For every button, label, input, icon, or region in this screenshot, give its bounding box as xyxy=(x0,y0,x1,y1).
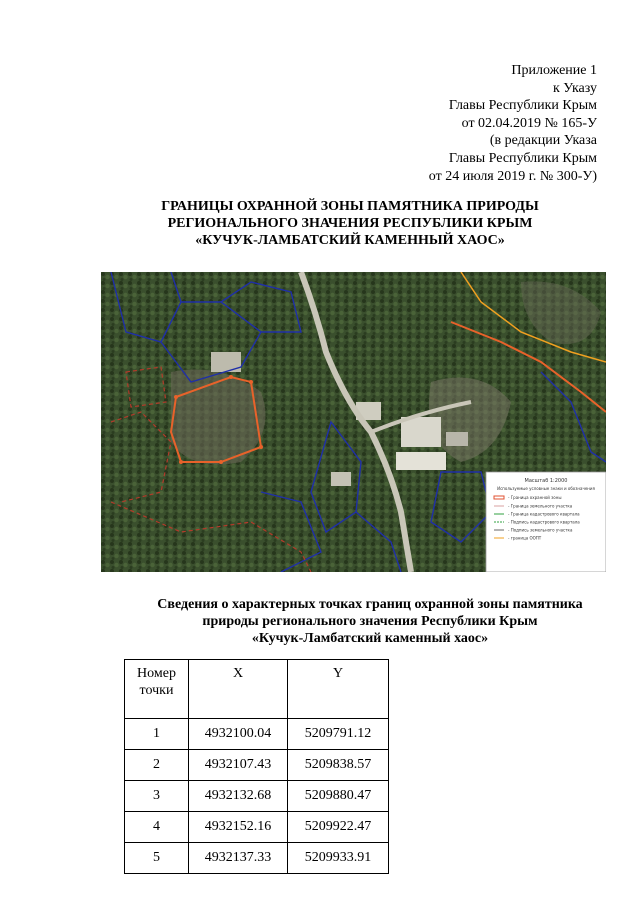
appendix-line: Главы Республики Крым xyxy=(448,150,597,166)
x-cell: 4932132.68 xyxy=(189,781,288,812)
title-line: РЕГИОНАЛЬНОГО ЗНАЧЕНИЯ РЕСПУБЛИКИ КРЫМ xyxy=(167,216,533,231)
table-row xyxy=(125,719,389,750)
table-row xyxy=(125,750,389,781)
y-cell: 5209838.57 xyxy=(288,750,389,781)
column-header-point-number: Номер точки xyxy=(125,660,189,719)
svg-text:- Граница охранной зоны: - Граница охранной зоны xyxy=(508,495,562,500)
svg-text:- Подпись земельного участка: - Подпись земельного участка xyxy=(508,527,573,533)
column-header-x: X xyxy=(189,660,288,719)
y-cell: 5209791.12 xyxy=(288,719,389,750)
point-number-cell: 5 xyxy=(125,843,189,874)
table-row xyxy=(125,781,389,812)
x-cell: 4932100.04 xyxy=(189,719,288,750)
legend-item xyxy=(494,495,562,500)
appendix-line: Приложение 1 xyxy=(511,63,597,78)
map-scale: Масштаб 1:2000 xyxy=(524,478,568,484)
table-row xyxy=(125,843,389,874)
appendix-line: Главы Республики Крым xyxy=(448,98,597,114)
svg-text:- Граница кадастрового квартал: - Граница кадастрового квартала xyxy=(508,511,580,517)
caption-line: «Кучук-Ламбатский каменный хаос» xyxy=(251,631,489,646)
y-cell: 5209880.47 xyxy=(288,781,389,812)
building xyxy=(396,452,446,470)
point-number-cell: 4 xyxy=(125,812,189,843)
x-cell: 4932107.43 xyxy=(189,750,288,781)
column-header-y: Y xyxy=(288,660,389,719)
caption-line: природы регионального значения Республики Крым xyxy=(202,614,538,629)
appendix-line: от 02.04.2019 № 165-У xyxy=(461,115,597,131)
map-legend xyxy=(486,472,606,572)
point-number-cell: 3 xyxy=(125,781,189,812)
building xyxy=(446,432,468,446)
caption-line: Сведения о характерных точках границ охранной зоны памятника xyxy=(157,597,583,612)
document-title xyxy=(60,198,640,249)
point-number-cell: 1 xyxy=(125,719,189,750)
appendix-line: от 24 июля 2019 г. № 300-У) xyxy=(428,168,597,184)
y-cell: 5209922.47 xyxy=(288,812,389,843)
svg-text:- граница ООПТ: - граница ООПТ xyxy=(508,535,542,541)
svg-text:- Граница земельного участка: - Граница земельного участка xyxy=(508,503,573,509)
building xyxy=(331,472,351,486)
building xyxy=(401,417,441,447)
y-cell: 5209933.91 xyxy=(288,843,389,874)
appendix-line: (в редакции Указа xyxy=(489,133,597,149)
point-number-cell: 2 xyxy=(125,750,189,781)
satellite-map xyxy=(101,272,606,572)
coordinates-caption xyxy=(95,596,640,647)
svg-text:- Подпись кадастрового квартал: - Подпись кадастрового квартала xyxy=(508,519,580,525)
title-line: ГРАНИЦЫ ОХРАННОЙ ЗОНЫ ПАМЯТНИКА ПРИРОДЫ xyxy=(161,199,539,214)
legend-title: Используемые условные знаки и обозначения xyxy=(497,486,595,491)
table-row xyxy=(125,812,389,843)
x-cell: 4932152.16 xyxy=(189,812,288,843)
table-header-row xyxy=(125,660,389,719)
coordinates-table xyxy=(124,659,389,874)
x-cell: 4932137.33 xyxy=(189,843,288,874)
appendix-header xyxy=(297,62,597,185)
title-line: «КУЧУК-ЛАМБАТСКИЙ КАМЕННЫЙ ХАОС» xyxy=(195,233,505,248)
appendix-line: к Указу xyxy=(552,80,597,96)
